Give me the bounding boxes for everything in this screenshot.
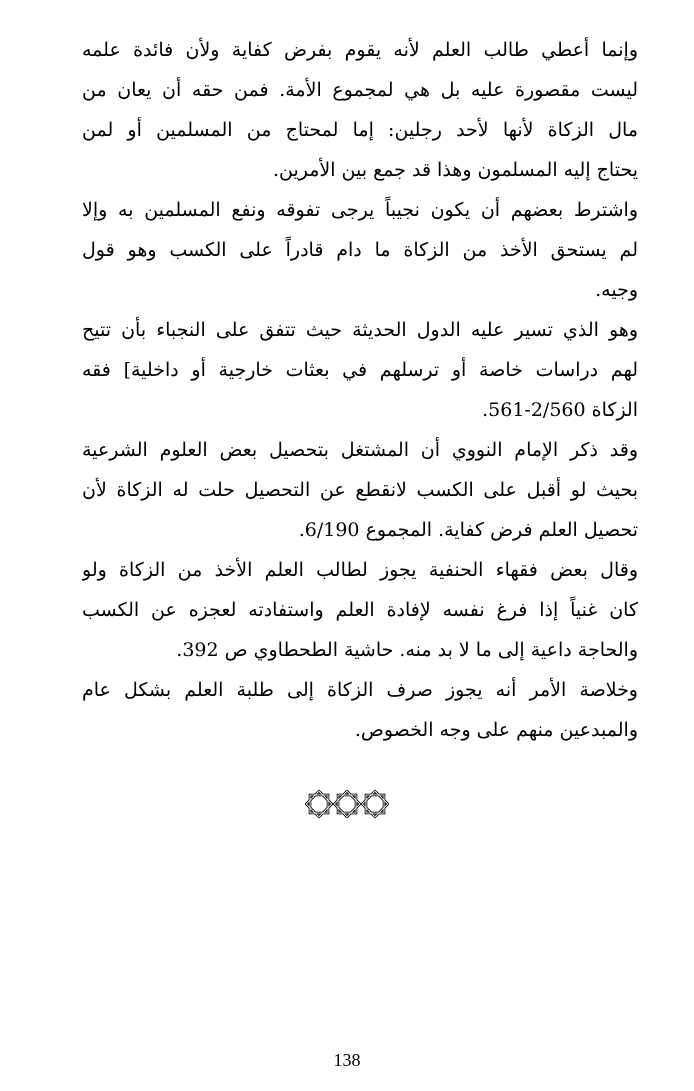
eight-point-star-icon <box>333 790 361 818</box>
page-number: 138 <box>333 1050 361 1070</box>
paragraph-last-line: وجيه. <box>595 279 638 301</box>
text-line: لم يستحق الأخذ من الزكاة ما دام قادراً على الكسب وهو قول <box>82 239 638 261</box>
paragraph-last-line: والمبدعين منهم على وجه الخصوص. <box>354 719 638 741</box>
text-line: وإنما أعطي طالب العلم لأنه يقوم بفرض كفاية ولأن فائدة علمه <box>82 39 638 61</box>
paragraph-last-line: يحتاج إليه المسلمون وهذا قد جمع بين الأمرين. <box>272 159 638 181</box>
text-line: وخلاصة الأمر أنه يجوز صرف الزكاة إلى طلبة العلم بشكل عام <box>82 679 638 701</box>
text-line: كان غنياً إذا فرغ نفسه لإفادة العلم واستفادته لعجزه عن الكسب <box>82 599 638 621</box>
text-line: مال الزكاة لأنها لأحد رجلين: إما لمحتاج من المسلمين أو لمن <box>82 119 638 141</box>
paragraph-last-line: والحاجة داعية إلى ما لا بد منه. حاشية الطحطاوي ص 392. <box>176 639 638 661</box>
paragraph-last-line: تحصيل العلم فرض كفاية. المجموع 6/190. <box>298 519 638 541</box>
text-line: وقال بعض فقهاء الحنفية يجوز لطالب العلم الأخذ من الزكاة ولو <box>82 559 638 581</box>
eight-point-star-icon <box>361 790 389 818</box>
text-line: واشترط بعضهم أن يكون نجيباً يرجى تفوقه ونفع المسلمين به وإلا <box>82 199 638 221</box>
text-line: وهو الذي تسير عليه الدول الحديثة حيث تتفق على النجباء بأن تتيح <box>82 319 638 341</box>
paragraph-last-line: الزكاة 2/560-561. <box>482 399 638 421</box>
text-line: لهم دراسات خاصة أو ترسلهم في بعثات خارجية أو داخلية] فقه <box>82 359 638 381</box>
section-end-ornaments <box>0 790 694 818</box>
page-body <box>82 30 638 750</box>
text-line: ليست مقصورة عليه بل هي لمجموع الأمة. فمن حقه أن يعان من <box>82 79 638 101</box>
eight-point-star-icon <box>305 790 333 818</box>
text-line: وقد ذكر الإمام النووي أن المشتغل بتحصيل بعض العلوم الشرعية <box>82 439 638 461</box>
text-line: بحيث لو أقبل على الكسب لانقطع عن التحصيل حلت له الزكاة لأن <box>82 479 638 501</box>
